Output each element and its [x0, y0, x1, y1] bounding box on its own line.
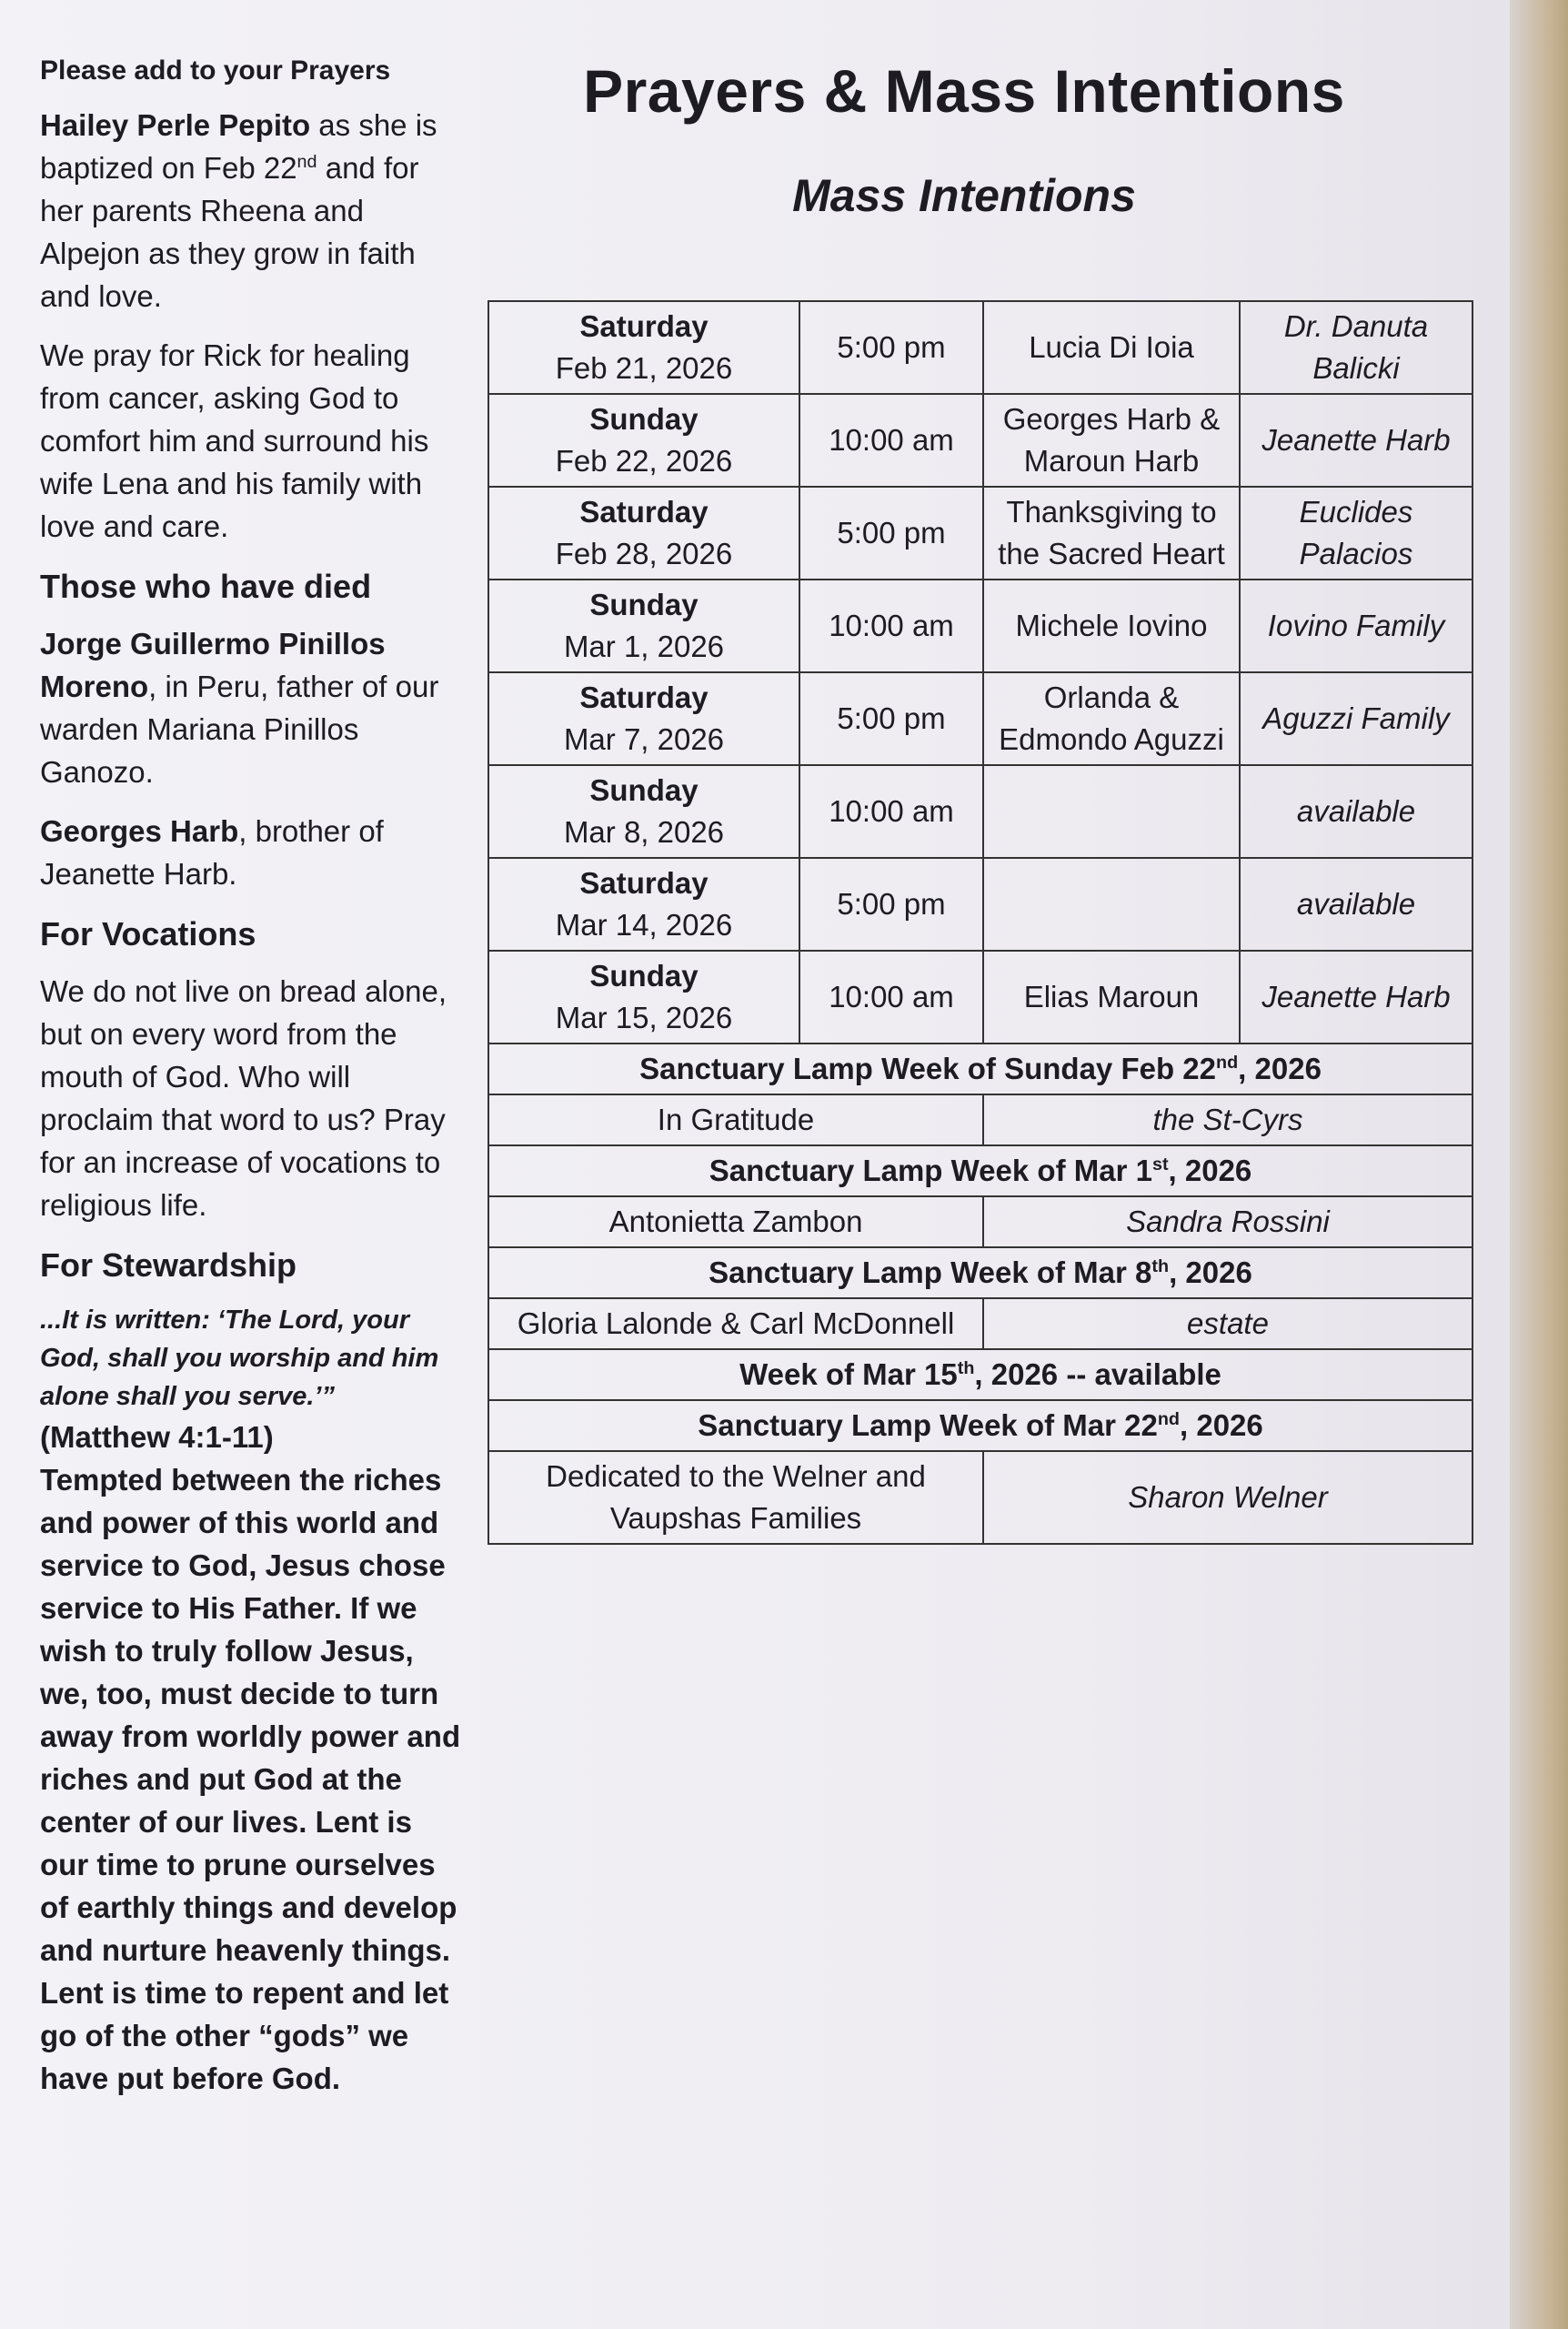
lamp-week-heading — [488, 1145, 1473, 1196]
mass-date-cell — [488, 487, 799, 580]
lamp-requested-by: estate — [983, 1298, 1473, 1349]
lamp-row — [488, 1298, 1473, 1349]
mass-requested-by: Dr. Danuta Balicki — [1240, 301, 1473, 394]
vocations-heading: For Vocations — [40, 915, 256, 953]
mass-time: 5:00 pm — [799, 301, 983, 394]
died-name-1: Jorge Guillermo Pinillos Moreno — [40, 627, 386, 703]
mass-requested-by: Iovino Family — [1240, 580, 1473, 672]
lamp-requested-by: the St-Cyrs — [983, 1094, 1473, 1145]
prayers-heading: Please add to your Prayers — [40, 55, 391, 86]
page-title: Prayers & Mass Intentions — [583, 57, 1345, 125]
died-paragraph-2 — [40, 810, 467, 895]
baptism-name: Hailey Perle Pepito — [40, 108, 311, 142]
mass-intention: Orlanda & Edmondo Aguzzi — [983, 672, 1240, 765]
mass-row — [488, 765, 1473, 858]
lamp-heading-cell — [488, 1145, 1473, 1196]
died-paragraph-1 — [40, 622, 467, 793]
prayers-column — [40, 51, 467, 2100]
lamp-heading-sup: th — [957, 1358, 975, 1378]
lamp-heading-text: Sanctuary Lamp Week of Mar 22 — [698, 1408, 1158, 1442]
mass-row — [488, 394, 1473, 487]
lamp-heading-year: , 2026 — [1168, 1154, 1252, 1187]
mass-date-cell — [488, 301, 799, 394]
mass-day: Saturday — [579, 309, 709, 343]
baptism-text: as she is baptized on Feb 22 — [40, 108, 437, 185]
mass-day: Saturday — [579, 866, 709, 900]
lamp-heading-year: , 2026 -- available — [974, 1357, 1221, 1391]
mass-date: Mar 7, 2026 — [563, 722, 725, 756]
lamp-intention: Gloria Lalonde & Carl McDonnell — [488, 1298, 983, 1349]
mass-date-cell — [488, 580, 799, 672]
mass-time: 10:00 am — [799, 951, 983, 1044]
mass-row — [488, 672, 1473, 765]
mass-row — [488, 951, 1473, 1044]
mass-row — [488, 487, 1473, 580]
mass-row — [488, 301, 1473, 394]
mass-time: 5:00 pm — [799, 672, 983, 765]
lamp-intention: In Gratitude — [488, 1094, 983, 1145]
mass-intention: Lucia Di Ioia — [983, 301, 1240, 394]
mass-date-cell — [488, 672, 799, 765]
lamp-heading-sup: th — [1151, 1256, 1170, 1276]
mass-intention — [983, 765, 1240, 858]
mass-date: Feb 28, 2026 — [555, 537, 733, 570]
mass-intentions-table — [487, 300, 1473, 1545]
mass-date-cell — [488, 858, 799, 951]
died-text-1: , in Peru, father of our warden Mariana Pinillos Ganozo. — [40, 670, 439, 789]
lamp-heading-sup: st — [1151, 1154, 1169, 1175]
died-name-2: Georges Harb — [40, 814, 239, 848]
mass-row — [488, 858, 1473, 951]
mass-day: Saturday — [579, 681, 709, 714]
lamp-heading-year: , 2026 — [1238, 1052, 1322, 1085]
lamp-heading-text: Week of Mar 15 — [739, 1357, 958, 1391]
mass-intention — [983, 858, 1240, 951]
mass-intention: Thanksgiving to the Sacred Heart — [983, 487, 1240, 580]
mass-time: 10:00 am — [799, 580, 983, 672]
mass-time: 10:00 am — [799, 394, 983, 487]
mass-time: 10:00 am — [799, 765, 983, 858]
lamp-heading-text: Sanctuary Lamp Week of Mar 8 — [709, 1255, 1152, 1289]
lamp-heading-cell — [488, 1044, 1473, 1094]
died-heading: Those who have died — [40, 568, 372, 605]
mass-intention: Elias Maroun — [983, 951, 1240, 1044]
lamp-heading-sup: nd — [1157, 1409, 1180, 1429]
mass-date: Mar 1, 2026 — [563, 630, 725, 663]
mass-requested-by: Jeanette Harb — [1240, 394, 1473, 487]
lamp-requested-by: Sharon Welner — [983, 1451, 1473, 1544]
lamp-row — [488, 1094, 1473, 1145]
lamp-week-heading — [488, 1349, 1473, 1400]
mass-date-cell — [488, 765, 799, 858]
lamp-row — [488, 1451, 1473, 1544]
mass-requested-by: Jeanette Harb — [1240, 951, 1473, 1044]
lamp-intention: Antonietta Zambon — [488, 1196, 983, 1247]
lamp-heading-text: Sanctuary Lamp Week of Mar 1 — [709, 1154, 1152, 1187]
baptism-text-2: and for her parents Rheena and Alpejon as they grow in faith and love. — [40, 151, 419, 313]
stewardship-paragraph: Tempted between the riches and power of this world and service to God, Jesus chose service to His Father. If we wish to truly follow Jesus, we, too, must decide to turn away from worldly power and riches and put God at the center of our lives. Lent is our time to prune ourselves of earthly things and develop and nurture heavenly things. Lent is time to repent and let go of the other “gods” we have put before God. — [40, 1463, 461, 2095]
mass-requested-by: Euclides Palacios — [1240, 487, 1473, 580]
mass-date: Feb 22, 2026 — [555, 444, 733, 478]
lamp-week-heading — [488, 1044, 1473, 1094]
mass-intention: Georges Harb & Maroun Harb — [983, 394, 1240, 487]
lamp-heading-cell — [488, 1349, 1473, 1400]
mass-day: Saturday — [579, 495, 709, 529]
mass-day: Sunday — [589, 588, 699, 621]
lamp-heading-year: , 2026 — [1180, 1408, 1263, 1442]
mass-requested-by: Aguzzi Family — [1240, 672, 1473, 765]
mass-row — [488, 580, 1473, 672]
mass-date-cell — [488, 394, 799, 487]
mass-date-cell — [488, 951, 799, 1044]
mass-intention: Michele Iovino — [983, 580, 1240, 672]
mass-requested-by: available — [1240, 765, 1473, 858]
stewardship-reference: (Matthew 4:1-11) — [40, 1420, 274, 1454]
lamp-intention: Dedicated to the Welner and Vaupshas Families — [488, 1451, 983, 1544]
mass-time: 5:00 pm — [799, 858, 983, 951]
lamp-row — [488, 1196, 1473, 1247]
mass-requested-by: available — [1240, 858, 1473, 951]
mass-day: Sunday — [589, 773, 699, 807]
page-subtitle: Mass Intentions — [792, 170, 1136, 221]
mass-time: 5:00 pm — [799, 487, 983, 580]
baptism-paragraph — [40, 104, 467, 318]
page-edge — [1510, 0, 1568, 2329]
lamp-week-heading — [488, 1247, 1473, 1298]
lamp-heading-cell — [488, 1400, 1473, 1451]
stewardship-quote: ...It is written: ‘The Lord, your God, shall you worship and him alone shall you serve.’” — [40, 1306, 439, 1411]
mass-date: Mar 15, 2026 — [555, 1001, 733, 1034]
mass-date: Mar 14, 2026 — [555, 908, 733, 942]
mass-day: Sunday — [589, 959, 699, 993]
lamp-requested-by: Sandra Rossini — [983, 1196, 1473, 1247]
mass-date: Feb 21, 2026 — [555, 351, 733, 385]
baptism-sup: nd — [297, 152, 317, 172]
mass-day: Sunday — [589, 402, 699, 436]
lamp-heading-text: Sanctuary Lamp Week of Sunday Feb 22 — [639, 1052, 1216, 1085]
lamp-heading-sup: nd — [1216, 1053, 1239, 1073]
vocations-paragraph: We do not live on bread alone, but on every word from the mouth of God. Who will proclaim that word to us? Pray for an increase of vocations to religious life. — [40, 974, 447, 1222]
lamp-heading-year: , 2026 — [1169, 1255, 1252, 1289]
mass-date: Mar 8, 2026 — [563, 815, 725, 849]
lamp-heading-cell — [488, 1247, 1473, 1298]
rick-paragraph: We pray for Rick for healing from cancer, asking God to comfort him and surround his wife Lena and his family with love and care. — [40, 338, 429, 543]
stewardship-heading: For Stewardship — [40, 1246, 297, 1284]
lamp-week-heading — [488, 1400, 1473, 1451]
died-text-2: , brother of Jeanette Harb. — [40, 814, 384, 891]
